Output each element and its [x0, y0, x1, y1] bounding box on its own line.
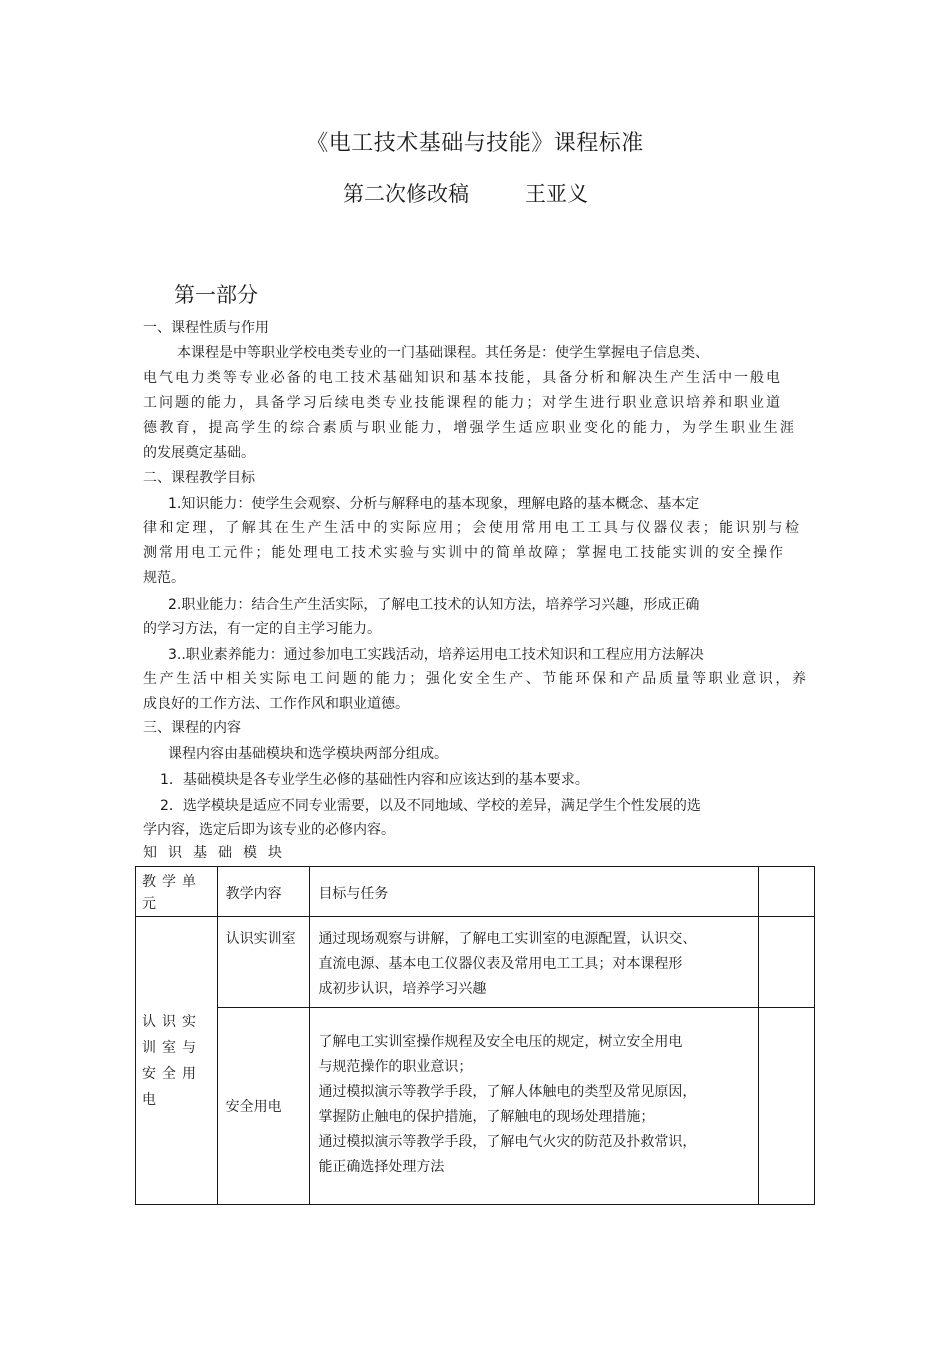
goals-cell — [310, 1008, 758, 1205]
document-title: 《电工技术基础与技能》课程标准 — [306, 131, 644, 156]
header-extra — [758, 867, 814, 917]
goal-line: 直流电源、基本电工仪器仪表及常用电工工具；对本课程形 — [318, 956, 683, 972]
revision-label: 第二次修改稿 — [343, 182, 469, 206]
goal-line: 掌握防止触电的保护措施，了解触电的现场处理措施； — [318, 1109, 655, 1125]
goal-line: 与规范操作的职业意识； — [318, 1059, 473, 1075]
author-name: 王亚义 — [525, 182, 588, 206]
section-heading: 三、课程的内容 — [143, 720, 241, 736]
extra-cell — [758, 1008, 814, 1205]
goal-line: 通过模拟演示等教学手段，了解电气火灾的防范及扑救常识， — [318, 1134, 697, 1150]
table-header-row — [136, 867, 815, 917]
paragraph-line: 课程内容由基础模块和选学模块两部分组成。 — [168, 746, 448, 762]
goal-line: 了解电工实训室操作规程及安全电压的规定，树立安全用电 — [318, 1034, 683, 1050]
content-cell: 安全用电 — [217, 1008, 310, 1205]
goal-line: 通过现场观察与讲解，了解电工实训室的电源配置，认识交、 — [318, 931, 697, 947]
paragraph-line: 律和定理，了解其在生产生活中的实际应用；会使用常用电工工具与仪器仪表；能识别与检 — [143, 520, 799, 536]
goal-line: 通过模拟演示等教学手段，了解人体触电的类型及常见原因， — [318, 1084, 697, 1100]
paragraph-line: 电气电力类等专业必备的电工技术基础知识和基本技能，具备分析和解决生产生活中一般电 — [143, 370, 781, 386]
table-row — [136, 1008, 815, 1205]
section-heading: 一、课程性质与作用 — [143, 320, 269, 336]
paragraph-line: 本课程是中等职业学校电类专业的一门基础课程。其任务是：使学生掌握电子信息类、 — [177, 345, 709, 361]
revision-line — [343, 178, 588, 208]
paragraph-line: 测常用电工元件；能处理电工技术实验与实训中的简单故障；掌握电工技能实训的安全操作 — [143, 545, 783, 561]
paragraph-line: 的学习方法，有一定的自主学习能力。 — [143, 621, 381, 637]
goal-line: 成初步认识，培养学习兴趣 — [318, 981, 487, 997]
paragraph-line: 2.职业能力：结合生产生活实际，了解电工技术的认知方法，培养学习兴趣，形成正确 — [168, 597, 700, 613]
table-row — [136, 917, 815, 1008]
paragraph-line: 1.知识能力：使学生会观察、分析与解释电的基本现象，理解电路的基本概念、基本定 — [168, 496, 700, 512]
extra-cell — [758, 917, 814, 1008]
header-content: 教学内容 — [217, 867, 310, 917]
header-goals: 目标与任务 — [310, 867, 758, 917]
header-unit: 教学单元 — [136, 867, 218, 917]
content-cell: 认识实训室 — [217, 917, 310, 1008]
paragraph-line: 2．选学模块是适应不同专业需要，以及不同地域、学校的差异，满足学生个性发展的选 — [160, 798, 701, 814]
module-table — [135, 866, 815, 1205]
paragraph-line: 工问题的能力，具备学习后续电类专业技能课程的能力；对学生进行职业意识培养和职业道 — [143, 395, 780, 411]
paragraph-line: 生产生活中相关实际电工问题的能力；强化安全生产、节能环保和产品质量等职业意识，养 — [143, 671, 806, 687]
unit-cell: 认识实训室与安全用电 — [136, 917, 218, 1205]
part-heading: 第一部分 — [174, 283, 258, 307]
paragraph-line: 3..职业素养能力：通过参加电工实践活动，培养运用电工技术知识和工程应用方法解决 — [168, 647, 704, 663]
paragraph-line: 德教育，提高学生的综合素质与职业能力，增强学生适应职业变化的能力，为学生职业生涯 — [143, 420, 794, 436]
goal-line: 能正确选择处理方法 — [318, 1159, 445, 1175]
paragraph-line: 的发展奠定基础。 — [143, 445, 255, 461]
paragraph-line: 学内容，选定后即为该专业的必修内容。 — [143, 822, 395, 838]
goals-cell — [310, 917, 758, 1008]
paragraph-line: 成良好的工作方法、工作作风和职业道德。 — [143, 696, 409, 712]
section-heading: 二、课程教学目标 — [143, 470, 255, 486]
paragraph-line: 规范。 — [143, 570, 185, 586]
table-caption: 知识基础模块 — [143, 845, 293, 861]
paragraph-line: 1．基础模块是各专业学生必修的基础性内容和应该达到的基本要求。 — [160, 772, 589, 788]
